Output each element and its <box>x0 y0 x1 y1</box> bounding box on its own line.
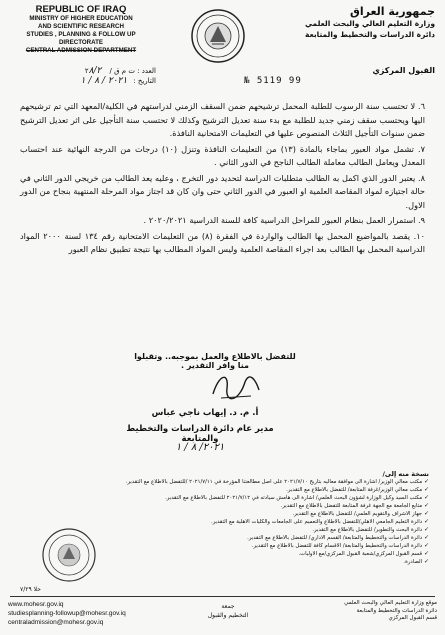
copy-item: ✓ مكتب السيد وكيل الوزارة لشؤون البحث العلمي/ اشارة الى هامش سيادته في ٢٠٢١/٧/١٢ للتفضل بالاطلاع مع التقدير. <box>14 494 429 502</box>
copy-item: ✓ دائرة الدراسات والتخطيط والمتابعة/ الاقسام كافة للتفضل بالاطلاع مع التقدير. <box>14 542 429 550</box>
copy-item: ✓ دائرة البحث والتطوير/ للتفضل بالاطلاع مع التقدير. <box>14 526 429 534</box>
paragraph-9: ٩. استمرار العمل بنظام العبور للمراحل الدراسية كافة للسنة الدراسية ٢٠٢٠/٢٠٢١ . <box>143 215 425 225</box>
letterhead-country: REPUBLIC OF IRAQ <box>35 4 127 15</box>
signatory-title: مدير عام دائرة الدراسات والتخطيط والمتابعة <box>126 424 274 444</box>
copy-item: ✓ الصادرة. <box>14 558 429 566</box>
letterhead-ministry-2: AND SCIENTIFIC RESEARCH <box>38 23 124 30</box>
paragraph-10: ١٠. يقصد بالمواضيع المحمل بها الطالب والواردة في الفقرة (٨) من التعليمات الامتحانية رقم ١٣٤ لسنة ٢٠٠٠ المواد الدراسية المحمل بها الطالب بعد اجراء المقاصة العلمية وليس المواد المطالب بها نتيجة تطبيق نظام العبور <box>20 230 425 254</box>
letterhead-directorate: STUDIES , PLANNING & FOLLOW UP DIRECTORATE <box>26 31 136 46</box>
paragraph-6: ٦. لا تحتسب سنة الرسوب للطلبة المحمل ترشيحهم ضمن السقف الزمني لدراستهم في الكلية/المعهد التي تم ترشيحهم اليها ويحتسب سقف زمني جديد للطلبة مع بدء سنة تعديل الترشيح وكذلك لا تحتسب سنة التأجيل على اثر تعديل الترشيح ضمن سنوات التأجيل الثلاث المنصوص عليها في التعليمات الامتحانية النافذة. <box>20 101 425 138</box>
paragraph-7: ٧. تشمل مواد العبور بماجاء بالمادة (١٣) من التعليمات النافذة وتنزل (١٠) درجات من الدرجة النهائية عند احتساب المعدل ويعامل الطالب معاملة الطالب الناجح في الدور الثاني . <box>20 143 425 167</box>
copy-item: ✓ متابع الجامعة مع الجهة غرفة المتابعة للتفضل بالاطلاع مع التقدير. <box>14 502 429 510</box>
document-number: № 5119 99 <box>244 76 302 86</box>
footer-mid-line1: جمعة <box>221 603 235 610</box>
letter-body <box>20 100 425 259</box>
footer-website: www.mohesr.gov.iq <box>8 601 64 608</box>
letterhead-directorate-ar: دائرة الدراسات والتخطيط والمتابعة <box>305 30 435 39</box>
footer-divider <box>10 596 435 597</box>
copy-item: ✓ دائرة الدراسات والتخطيط والمتابعة/ القسم الاداري/ للتفضل بالاطلاع مع التقدير. <box>14 534 429 542</box>
central-admission-label: القبول المركزي <box>372 66 435 75</box>
letterhead-ministry-ar: وزارة التعليم العالي والبحث العلمي <box>304 19 435 28</box>
signatory-date: ٢٠٢١/ ٨ / ١ <box>175 442 225 453</box>
copies-title: نسخة منه إلى/ <box>382 470 429 478</box>
footer-right-line2: دائرة الدراسات والتخطيط والمتابعة <box>356 607 437 614</box>
stamp-seal-icon <box>40 527 98 583</box>
footer-stamp-text <box>178 602 278 620</box>
copy-item: ✓ دائرة التعليم الجامعي الاهلي/للتفضل بالاطلاع والتعميم على الجامعات والكليات الاهلية مع التقدير. <box>14 518 429 526</box>
copy-item: ✓ قسم القبول المركزي/شعبة القبول المركزي/مع الاوليات. <box>14 550 429 558</box>
footer-email-admission: centraladmission@mohesr.gov.iq <box>8 619 104 626</box>
footer-mid-line2: التخطيم والقبول <box>207 612 249 619</box>
ref-date-label: التاريخ : <box>133 77 156 85</box>
footer-right-line3: قسم القبول المركزي <box>388 615 437 621</box>
closing-line: للتفضل بالاطلاع والعمل بموجبه.. وتقبلوا منا وافر التقدير . <box>134 352 296 370</box>
ministry-logo-icon <box>188 8 248 64</box>
footer-arabic <box>297 600 437 623</box>
footer-contacts <box>8 600 158 627</box>
paragraph-8: ٨. يعتبر الدور الذي اكمل به الطالب متطلبات الدراسة لتحديد دور التخرج ، وعليه يعد الطالب من خريجي الدور الثاني في حالة اجتيازه لمواد المقاصة العلمية او العبور في الدور الثاني حتى وان كان قد اجتاز مواد المرحلة المنتهية بنجاح من الدور الاول. <box>20 172 425 210</box>
copy-item: ✓ مكتب معالي الوزير/ اشارة الى موافقة معاليه بتاريخ ٢٠٢١/٧/١٠ على اصل مطالعتنا المؤرخة في ٢٠٢١/٧/١١ /للتفضل بالاطلاع مع التقدير. <box>14 478 429 486</box>
english-letterhead <box>6 4 156 55</box>
footer-email-planning: studiesplanning-followup@mohesr.gov.iq <box>8 610 126 617</box>
signatory-name: أ. م. د. إيهاب ناجي عباس <box>151 408 259 418</box>
ref-number-value: ٨/٢ <box>88 66 102 76</box>
footer-right-line1: موقع وزارة التعليم العالي والبحث العلمي <box>344 600 437 606</box>
handwritten-note: حلا ٧/٢٩ <box>20 586 41 593</box>
copy-item: ✓ مكتب معالي الوزير/غرفة المتابعة/ للتفضل بالاطلاع مع التقدير. <box>14 486 429 494</box>
reference-block <box>6 66 156 86</box>
ref-number-label: العدد : ت م ق / ٢ <box>84 67 156 75</box>
copy-item: ✓ جهاز الاشراف والتقويم العلمي/ للتفضل بالاطلاع مع التقدير. <box>14 510 429 518</box>
letterhead-country-ar: جمهورية العراق <box>350 5 435 18</box>
ref-date-value: ٢٠٢١ / ٨ / ١ <box>80 76 128 86</box>
letterhead-ministry: MINISTRY OF HIGHER EDUCATION <box>29 15 133 22</box>
signature-icon <box>205 368 265 406</box>
arabic-letterhead <box>285 5 435 40</box>
letterhead-department: CENTRAL ADMISSION DEPARTMENT <box>25 47 137 54</box>
